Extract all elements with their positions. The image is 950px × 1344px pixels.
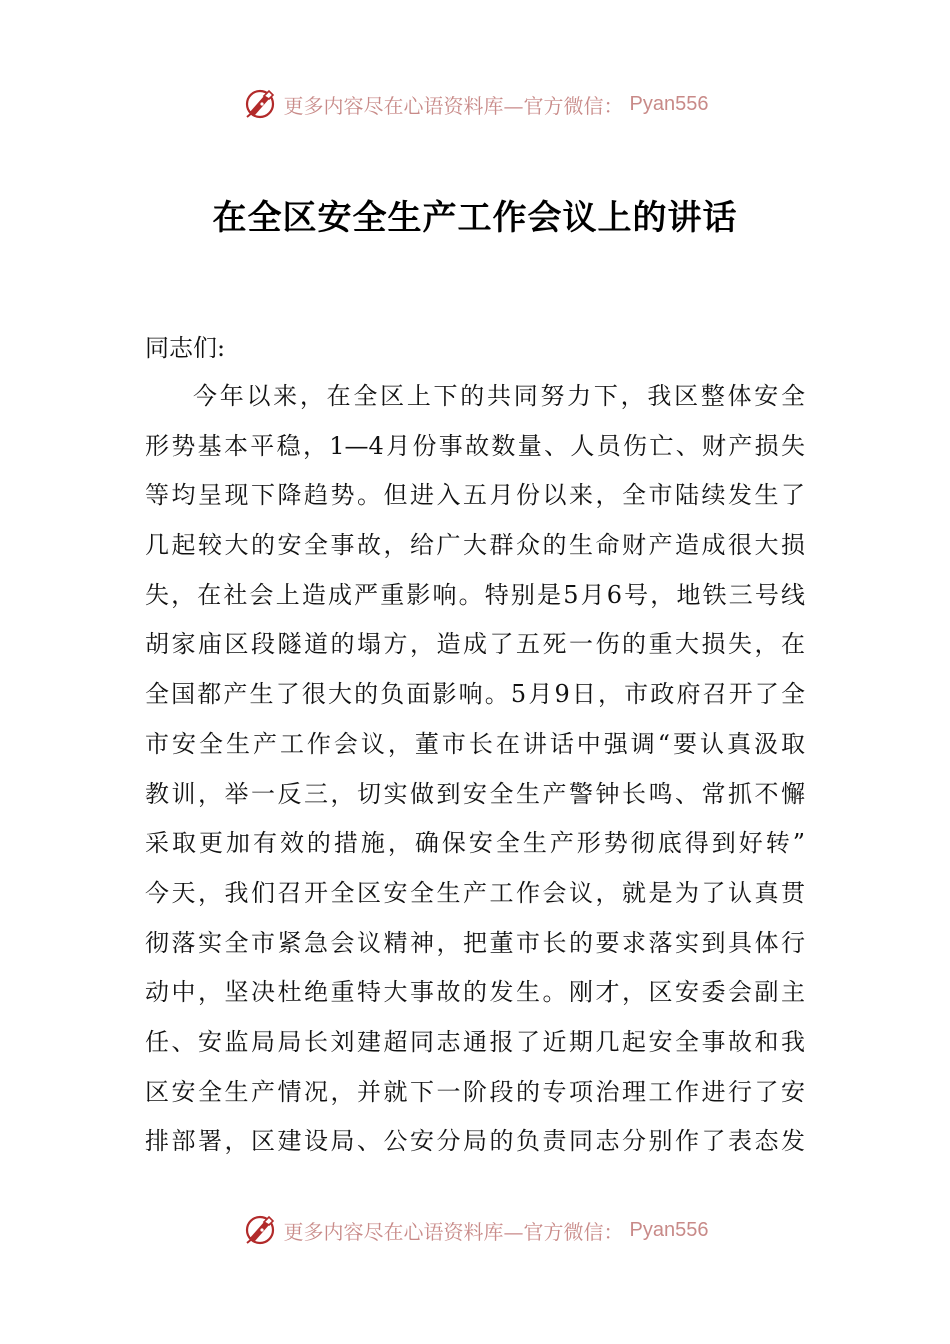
- paragraph-line: 排部署，区建设局、公安分局的负责同志分别作了表态发: [145, 1127, 805, 1156]
- paragraph-line: 几起较大的安全事故，给广大群众的生命财产造成很大损: [145, 531, 805, 560]
- banner-wechat-id: Pyan556: [629, 1218, 709, 1241]
- salutation: 同志们:: [145, 334, 226, 362]
- pen-nib-circle-icon: [242, 1212, 278, 1248]
- banner-wechat-id: Pyan556: [629, 92, 709, 115]
- paragraph-line: 今天，我们召开全区安全生产工作会议，就是为了认真贯: [145, 878, 805, 907]
- header-banner: [0, 84, 950, 124]
- footer-banner: [0, 1210, 950, 1250]
- paragraph-line: 动中，坚决杜绝重特大事故的发生。刚才，区安委会副主: [145, 978, 805, 1007]
- paragraph-line: 区安全生产情况，并就下一阶段的专项治理工作进行了安: [145, 1077, 805, 1106]
- paragraph-line: 胡家庙区段隧道的塌方，造成了五死一伤的重大损失，在: [145, 630, 805, 659]
- banner-text: 更多内容尽在心语资料库—官方微信：: [283, 93, 624, 118]
- paragraph-line: 采取更加有效的措施，确保安全生产形势彻底得到好转”: [145, 829, 805, 858]
- paragraph-line: 市安全生产工作会议，董市长在讲话中强调“要认真汲取: [145, 729, 805, 758]
- body-paragraph: [145, 372, 805, 1167]
- paragraph-line: 全国都产生了很大的负面影响。5月9日，市政府召开了全: [145, 680, 805, 709]
- paragraph-line: 形势基本平稳，1—4月份事故数量、人员伤亡、财产损失: [145, 431, 805, 460]
- paragraph-line: 教训，举一反三，切实做到安全生产警钟长鸣、常抓不懈: [145, 779, 805, 808]
- document-title: 在全区安全生产工作会议上的讲话: [212, 198, 738, 238]
- paragraph-line: 彻落实全市紧急会议精神，把董市长的要求落实到具体行: [145, 928, 805, 957]
- paragraph-line: 失，在社会上造成严重影响。特别是5月6号，地铁三号线: [145, 580, 805, 609]
- paragraph-line: 任、安监局局长刘建超同志通报了近期几起安全事故和我: [145, 1027, 805, 1056]
- paragraph-line: 今年以来，在全区上下的共同努力下，我区整体安全: [193, 382, 805, 410]
- banner-text: 更多内容尽在心语资料库—官方微信：: [283, 1219, 624, 1244]
- paragraph-line: 等均呈现下降趋势。但进入五月份以来，全市陆续发生了: [145, 481, 805, 510]
- pen-nib-circle-icon: [242, 86, 278, 122]
